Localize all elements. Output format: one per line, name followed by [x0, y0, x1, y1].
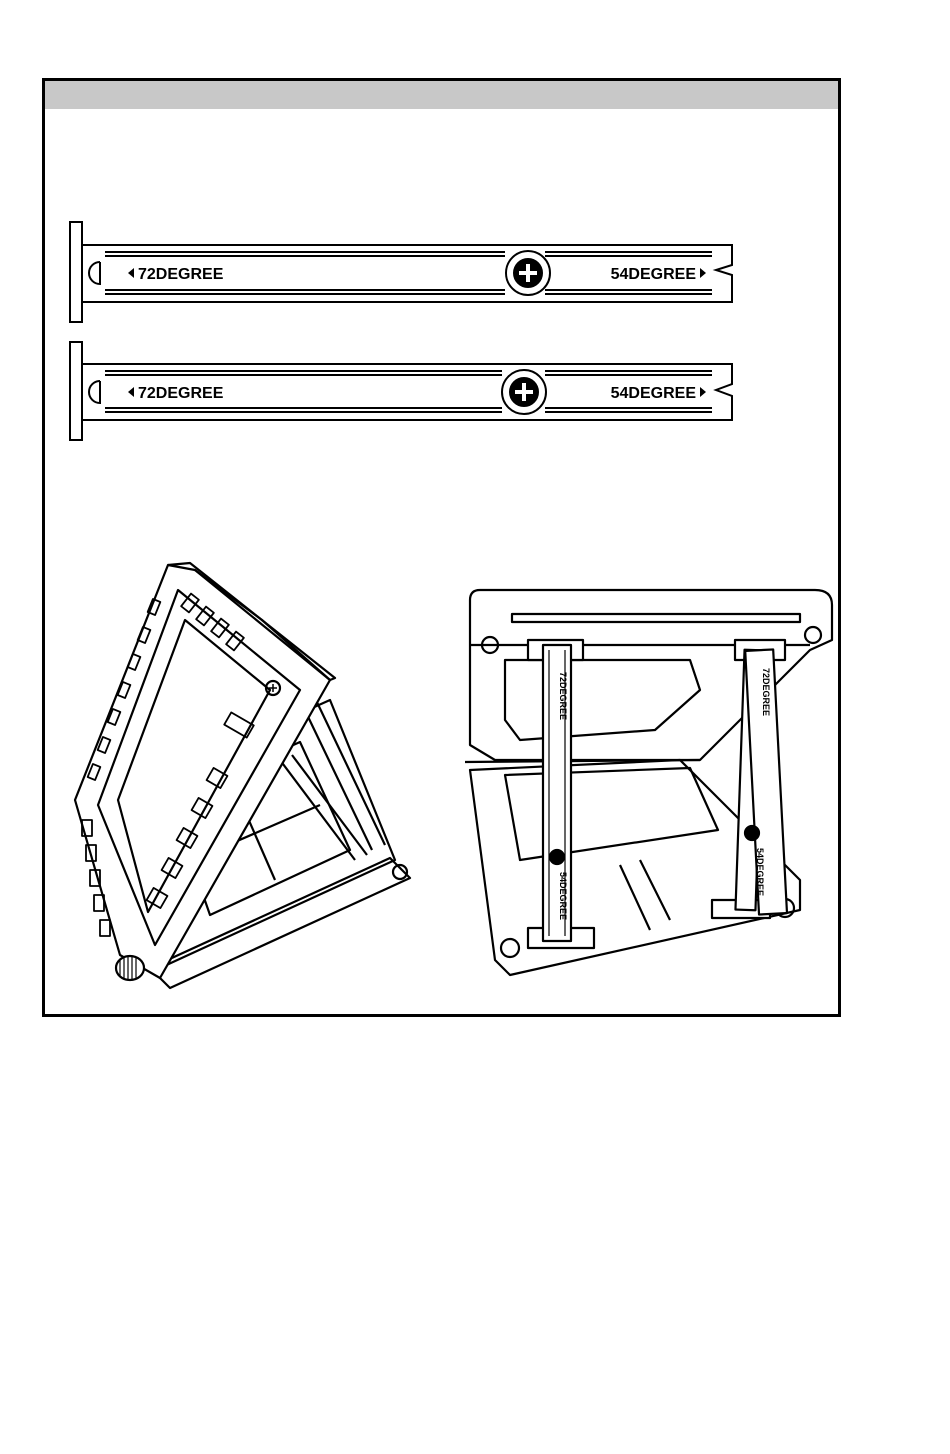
rear-strut-right-54-label: 54DEGREE [755, 848, 765, 897]
strut-top-72-label: 72DEGREE [138, 266, 224, 283]
stand-rear-view [465, 590, 832, 975]
strut-bottom-72-label: 72DEGREE [138, 385, 224, 402]
rear-strut-left-54-label: 54DEGREE [558, 872, 568, 921]
strut-top-end-plate [70, 222, 82, 322]
rear-strut-right-screw-icon [745, 826, 759, 840]
support-leg-2 [280, 760, 355, 860]
strut-bottom-54-label: 54DEGREE [610, 385, 696, 402]
rear-strut-right-72-label: 72DEGREE [761, 668, 771, 717]
rear-strut-left-72-label: 72DEGREE [558, 672, 568, 721]
strut-top-54-label: 54DEGREE [610, 266, 696, 283]
stand-perspective-view [75, 563, 410, 988]
rear-strut-left-screw-icon [550, 850, 564, 864]
strut-bottom-end-plate [70, 342, 82, 440]
